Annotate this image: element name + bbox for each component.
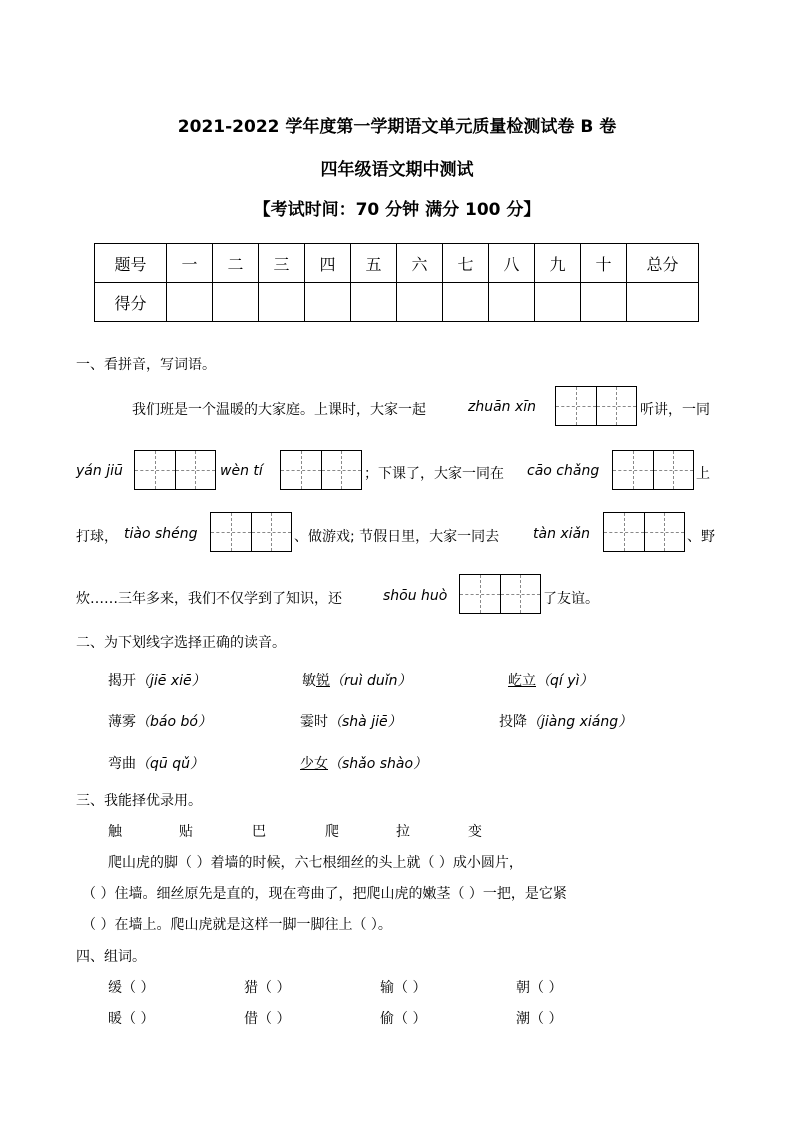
pinyin-label: tàn xiǎn bbox=[533, 526, 591, 542]
table-cell: 九 bbox=[535, 244, 581, 283]
choice-word: 变 bbox=[468, 824, 482, 840]
writing-grid[interactable] bbox=[603, 512, 685, 552]
section1-text: 听讲，一同 bbox=[640, 402, 710, 418]
exam-info: 【考试时间：70 分钟 满分 100 分】 bbox=[253, 200, 541, 220]
word: 薄雾 bbox=[108, 714, 136, 730]
choice-word: 巴 bbox=[252, 824, 266, 840]
underlined-char: 锐 bbox=[316, 673, 330, 689]
writing-grid[interactable] bbox=[280, 450, 362, 490]
section2-heading: 二、为下划线字选择正确的读音。 bbox=[76, 635, 286, 651]
pinyin-options: （qū qǔ） bbox=[136, 756, 204, 772]
section1-text: 我们班是一个温暖的大家庭。上课时，大家一起 bbox=[132, 402, 426, 418]
choice-word: 爬 bbox=[325, 824, 339, 840]
score-cell[interactable] bbox=[351, 283, 397, 322]
choice-word: 拉 bbox=[396, 824, 410, 840]
section4-heading: 四、组词。 bbox=[76, 949, 146, 965]
pinyin-options: （shà jiē） bbox=[328, 714, 402, 730]
choice-word: 触 bbox=[108, 824, 122, 840]
score-cell[interactable] bbox=[489, 283, 535, 322]
pronunciation-item bbox=[508, 670, 593, 690]
score-cell[interactable] bbox=[443, 283, 489, 322]
underlined-char: 屹立 bbox=[508, 673, 536, 689]
table-cell: 一 bbox=[167, 244, 213, 283]
section1-text: 、野 bbox=[687, 529, 715, 545]
pinyin-options: （shǎo shào） bbox=[328, 756, 428, 772]
word-formation-item: 输（ ） bbox=[380, 980, 427, 996]
word: 投降 bbox=[499, 714, 527, 730]
word-formation-item: 猎（ ） bbox=[244, 980, 291, 996]
section1-text: ；下课了，大家一同在 bbox=[364, 466, 504, 482]
pinyin-label: cāo chǎng bbox=[527, 463, 600, 479]
table-cell: 六 bbox=[397, 244, 443, 283]
pronunciation-item bbox=[300, 753, 427, 773]
choice-word: 贴 bbox=[179, 824, 193, 840]
pronunciation-item bbox=[300, 711, 402, 731]
fill-blank-text: （ ）住墙。细丝原先是直的，现在弯曲了，把爬山虎的嫩茎（ ）一把，是它紧 bbox=[82, 886, 567, 902]
word: 敏 bbox=[302, 673, 316, 689]
table-cell: 十 bbox=[581, 244, 627, 283]
word-formation-item: 缓（ ） bbox=[108, 980, 155, 996]
pinyin-options: （báo bó） bbox=[136, 714, 212, 730]
writing-grid[interactable] bbox=[555, 386, 637, 426]
table-cell: 四 bbox=[305, 244, 351, 283]
score-cell[interactable] bbox=[167, 283, 213, 322]
section1-text: 炊……三年多来，我们不仅学到了知识，还 bbox=[76, 591, 342, 607]
pronunciation-item bbox=[302, 670, 412, 690]
pinyin-options: （ruì duǐn） bbox=[330, 673, 412, 689]
writing-grid[interactable] bbox=[134, 450, 216, 490]
score-table bbox=[94, 243, 699, 322]
section1-text: 了友谊。 bbox=[543, 591, 599, 607]
word: 弯曲 bbox=[108, 756, 136, 772]
score-cell[interactable] bbox=[627, 283, 699, 322]
pronunciation-item bbox=[499, 711, 632, 731]
pinyin-label: tiào shéng bbox=[124, 526, 198, 542]
pinyin-label: yán jiū bbox=[76, 463, 123, 479]
table-cell: 五 bbox=[351, 244, 397, 283]
score-table-header-row bbox=[95, 244, 699, 283]
fill-blank-text: 爬山虎的脚（ ）着墙的时候，六七根细丝的头上就（ ）成小圆片， bbox=[108, 855, 523, 871]
exam-subtitle: 四年级语文期中测试 bbox=[320, 160, 474, 180]
writing-grid[interactable] bbox=[612, 450, 694, 490]
writing-grid[interactable] bbox=[459, 574, 541, 614]
score-table-score-row bbox=[95, 283, 699, 322]
score-cell[interactable] bbox=[305, 283, 351, 322]
table-cell: 得分 bbox=[95, 283, 167, 322]
table-cell: 七 bbox=[443, 244, 489, 283]
pinyin-label: shōu huò bbox=[383, 588, 448, 604]
word-formation-item: 潮（ ） bbox=[516, 1011, 563, 1027]
word-formation-item: 借（ ） bbox=[244, 1011, 291, 1027]
writing-grid[interactable] bbox=[210, 512, 292, 552]
word-formation-item: 偷（ ） bbox=[380, 1011, 427, 1027]
section3-heading: 三、我能择优录用。 bbox=[76, 793, 202, 809]
pinyin-options: （jiàng xiáng） bbox=[527, 714, 633, 730]
section1-heading: 一、看拼音，写词语。 bbox=[76, 357, 216, 373]
word-formation-item: 暖（ ） bbox=[108, 1011, 155, 1027]
table-cell: 二 bbox=[213, 244, 259, 283]
table-cell: 题号 bbox=[95, 244, 167, 283]
section1-text: 打球， bbox=[76, 529, 118, 545]
score-cell[interactable] bbox=[535, 283, 581, 322]
pinyin-label: zhuān xīn bbox=[468, 399, 537, 415]
score-cell[interactable] bbox=[213, 283, 259, 322]
pronunciation-item bbox=[108, 753, 204, 773]
table-cell: 八 bbox=[489, 244, 535, 283]
section1-text: 上 bbox=[696, 466, 710, 482]
section1-text: 、做游戏; 节假日里，大家一同去 bbox=[294, 529, 500, 545]
pinyin-options: （jiē xiē） bbox=[136, 673, 206, 689]
pinyin-options: （qí yì） bbox=[536, 673, 594, 689]
score-cell[interactable] bbox=[259, 283, 305, 322]
exam-title: 2021-2022 学年度第一学期语文单元质量检测试卷 B 卷 bbox=[177, 117, 617, 137]
word-formation-item: 朝（ ） bbox=[516, 980, 563, 996]
word: 揭开 bbox=[108, 673, 136, 689]
score-cell[interactable] bbox=[581, 283, 627, 322]
fill-blank-text: （ ）在墙上。爬山虎就是这样一脚一脚往上（ ）。 bbox=[82, 917, 392, 933]
score-cell[interactable] bbox=[397, 283, 443, 322]
table-cell: 总分 bbox=[627, 244, 699, 283]
pinyin-label: wèn tí bbox=[220, 463, 263, 479]
underlined-char: 少女 bbox=[300, 756, 328, 772]
pronunciation-item bbox=[108, 670, 206, 690]
pronunciation-item bbox=[108, 711, 212, 731]
word: 霎时 bbox=[300, 714, 328, 730]
table-cell: 三 bbox=[259, 244, 305, 283]
